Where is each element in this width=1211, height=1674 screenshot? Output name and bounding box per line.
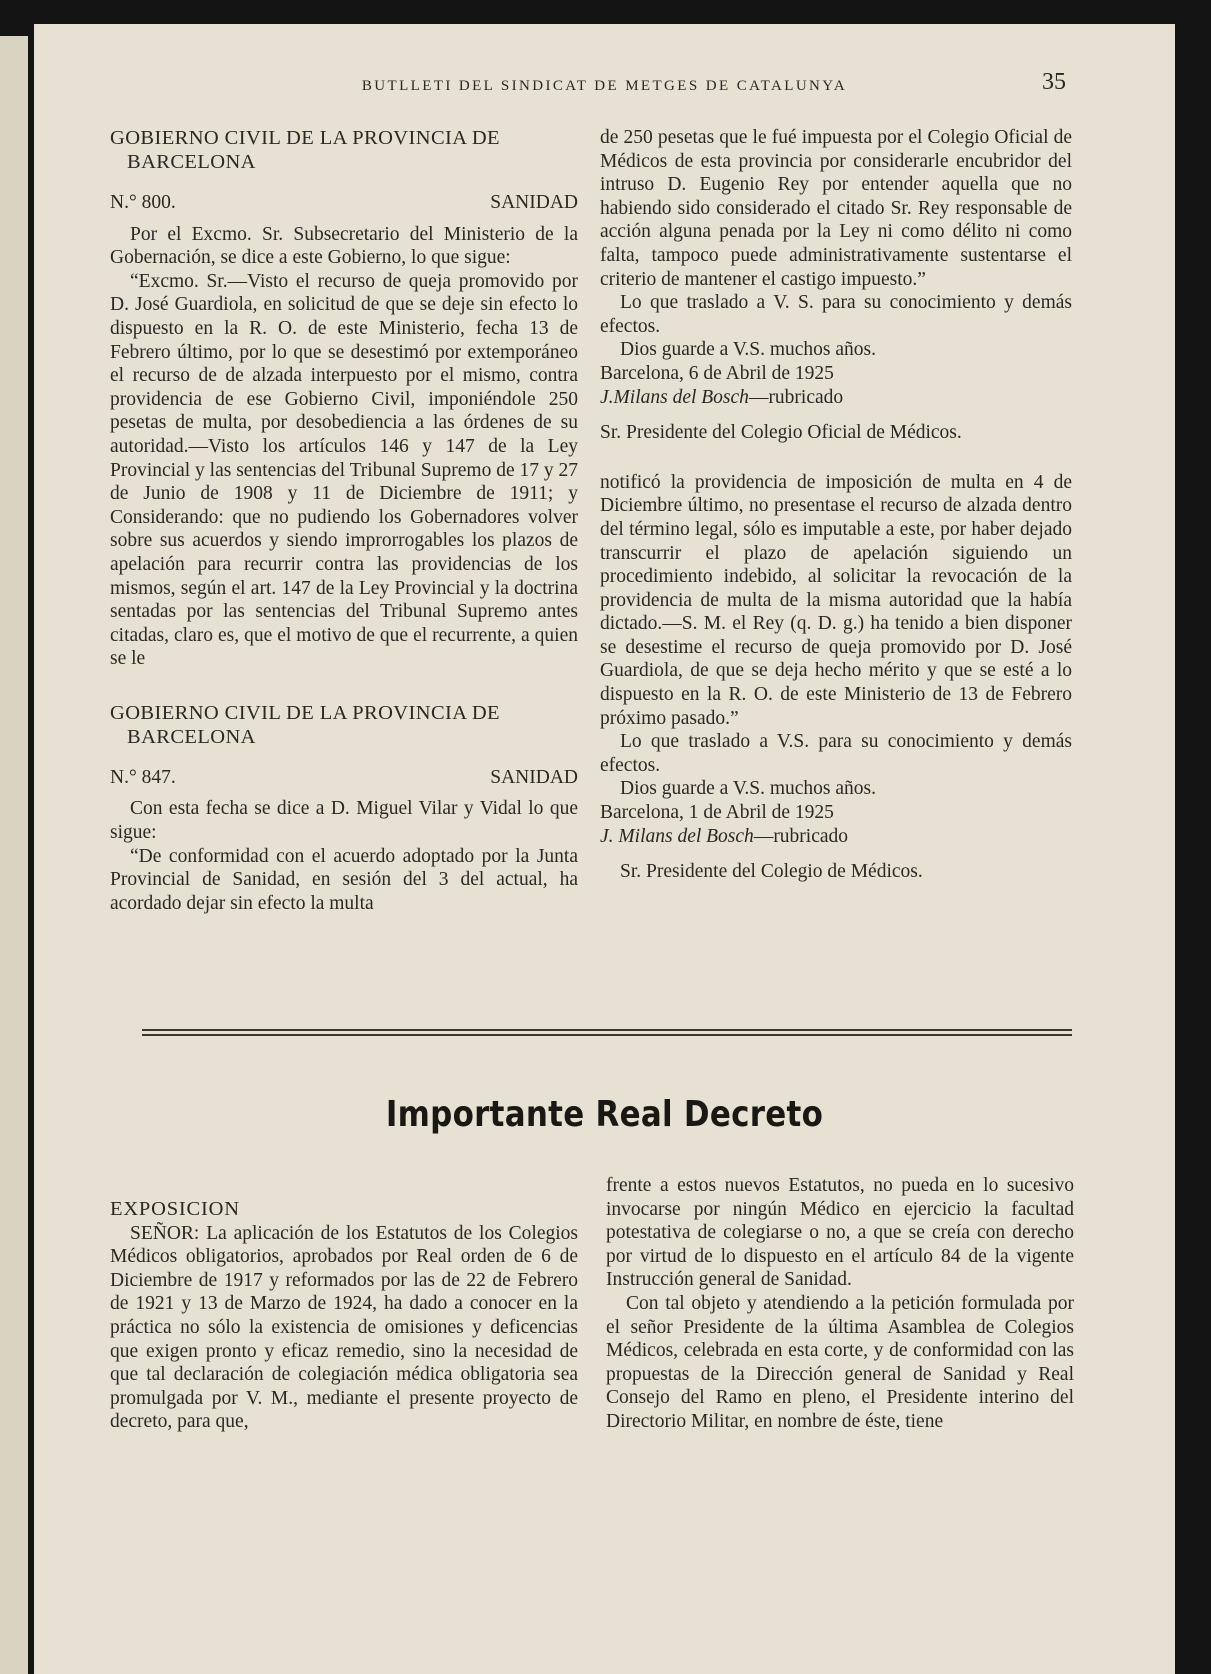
doc2-paragraph-4: Lo que traslado a V.S. para su conocimiento y demás efectos. [600, 731, 1072, 776]
decree-paragraph-3: Con tal objeto y atendiendo a la petición formulada por el señor Presidente de la última Asamblea de Colegios Médicos, celebrada en esta corte, y de conformidad con las propuestas de la Dirección general de Sanidad y Real Consejo del Ramo en pleno, el Presidente interino del Directorio Militar, en nombre de éste, tiene [606, 1292, 1074, 1432]
doc1-heading-city: BARCELONA [127, 151, 256, 173]
decree-subheading: EXPOSICION [110, 1198, 240, 1220]
doc2-signature-suffix: —rubricado [753, 825, 849, 847]
doc1-date: Barcelona, 6 de Abril de 1925 [600, 362, 834, 384]
doc2-date: Barcelona, 1 de Abril de 1925 [600, 802, 834, 824]
doc2-signature [600, 825, 1072, 849]
doc1-number: N.° 800. [110, 192, 176, 213]
page-number: 35 [1042, 69, 1066, 95]
doc1-paragraph-1: Por el Excmo. Sr. Subsecretario del Ministerio de la Gobernación, se dice a este Gobierno, lo que sigue: [110, 223, 578, 269]
double-rule-divider [142, 1029, 1072, 1036]
doc1-section: SANIDAD [490, 192, 578, 213]
doc2-number: N.° 847. [110, 766, 176, 788]
doc2-addressee: Sr. Presidente del Colegio de Médicos. [620, 861, 923, 883]
doc2-heading: GOBIERNO CIVIL DE LA PROVINCIA DE [110, 701, 500, 724]
doc1-paragraph-3: de 250 pesetas que le fué impuesta por el Colegio Oficial de Médicos de esta provincia por considerarle encubridor del intruso D. Eugenio Rey por entender aquella que no habiendo sido considerado el citado Sr. Rey responsable de acción alguna penada por la Ley ni como délito ni como falta, tampoco puede administrativamente sustentarse el criterio de mantener el castigo impuesto.” [600, 127, 1072, 290]
doc2-number-line [110, 766, 578, 790]
doc1-paragraph-2: “Excmo. Sr.—Visto el recurso de queja promovido por D. José Guardiola, en solicitud de que se deje sin efecto lo dispuesto en la R. O. de este Ministerio, fecha 13 de Febrero último, por lo que se desestimó por extemporáneo el recurso de de alzada interpuesto por el mismo, contra providencia de ese Gobierno Civil, imponiéndole 250 pesetas de multa, por desobediencia a las órdenes de su autoridad.—Visto los artículos 146 y 147 de la Ley Provincial y las sentencias del Tribunal Supremo de 17 y 27 de Junio de 1908 y 11 de Diciembre de 1911; y Considerando: que no pudiendo los Gobernadores volver sobre sus acuerdos y siendo improrrogables los plazos de apelación para recurrir contra las providencias de los mismos, según el art. 147 de la Ley Provincial y la doctrina sentadas por las sentencias del Tribunal Supremo antes citadas, claro es, que el motivo de que el recurrente, a quien se le [110, 270, 578, 670]
doc1-signature-name: J.Milans del Bosch [600, 386, 749, 408]
doc1-heading: GOBIERNO CIVIL DE LA PROVINCIA DE [110, 127, 500, 149]
doc1-addressee: Sr. Presidente del Colegio Oficial de Médicos. [600, 422, 962, 444]
decree-paragraph-1: SEÑOR: La aplicación de los Estatutos de los Colegios Médicos obligatorios, aprobados por Real orden de 6 de Diciembre de 1917 y reformados por las de 22 de Febrero de 1921 y 13 de Marzo de 1924, ha dado a conocer en la práctica no sólo la existencia de omisiones y deficencias que exigen pronto y eficaz remedio, sino la necesidad de que tal declaración de colegiación médica obligatoria sea promulgada por V. M., mediante el presente proyecto de decreto, para que, [110, 1222, 578, 1433]
decree-right-column [606, 1174, 1074, 1434]
right-column-top [600, 126, 1072, 884]
left-column-top [110, 126, 578, 915]
doc2-paragraph-2: “De conformidad con el acuerdo adoptado por la Junta Provincial de Sanidad, en sesión del 3 del actual, ha acordado dejar sin efecto la multa [110, 845, 578, 914]
doc1-paragraph-5: Dios guarde a V.S. muchos años. [620, 339, 877, 361]
doc2-signature-name: J. Milans del Bosch [600, 825, 754, 847]
running-head: BUTLLETI DEL SINDICAT DE METGES DE CATALUNYA [361, 78, 848, 94]
doc1-paragraph-4: Lo que traslado a V. S. para su conocimiento y demás efectos. [600, 292, 1072, 337]
doc1-signature [600, 386, 1072, 410]
previous-page-edge [0, 36, 28, 1674]
doc2-paragraph-5: Dios guarde a V.S. muchos años. [620, 778, 877, 800]
doc2-paragraph-1: Con esta fecha se dice a D. Miguel Vilar y Vidal lo que sigue: [110, 798, 578, 844]
doc1-signature-suffix: —rubricado [748, 386, 844, 408]
doc2-header [110, 701, 578, 916]
doc2-paragraph-3: notificó la providencia de imposición de multa en 4 de Diciembre último, no presentase el recurso de alzada dentro del término legal, sólo es imputable a este, por haber dejado transcurrir el plazo de apelación siguiendo un procedimiento indebido, al solicitar la revocación de la providencia de multa de la misma autoridad que la había dictado.—S. M. el Rey (q. D. g.) ha tenido a bien disponer se desestime el recurso de queja promovido por D. José Guardiola, de que se deja hecho mérito y que se esté a lo dispuesto en la R. O. de este Ministerio de 13 de Febrero próximo pasado.” [600, 471, 1072, 729]
decree-title: Importante Real Decreto [385, 1094, 824, 1135]
decree-paragraph-2: frente a estos nuevos Estatutos, no pueda en lo sucesivo invocarse por ningún Médico en ejercicio la facultad potestativa de colegiarse o no, a que se creía con derecho por virtud de lo dispuesto en el artículo 84 de la vigente Instrucción general de Sanidad. [606, 1175, 1074, 1291]
journal-page [34, 24, 1175, 1674]
doc2-section: SANIDAD [490, 766, 578, 788]
doc2-heading-city: BARCELONA [127, 725, 256, 748]
decree-left-column [110, 1198, 578, 1434]
doc1-number-line [110, 191, 578, 215]
